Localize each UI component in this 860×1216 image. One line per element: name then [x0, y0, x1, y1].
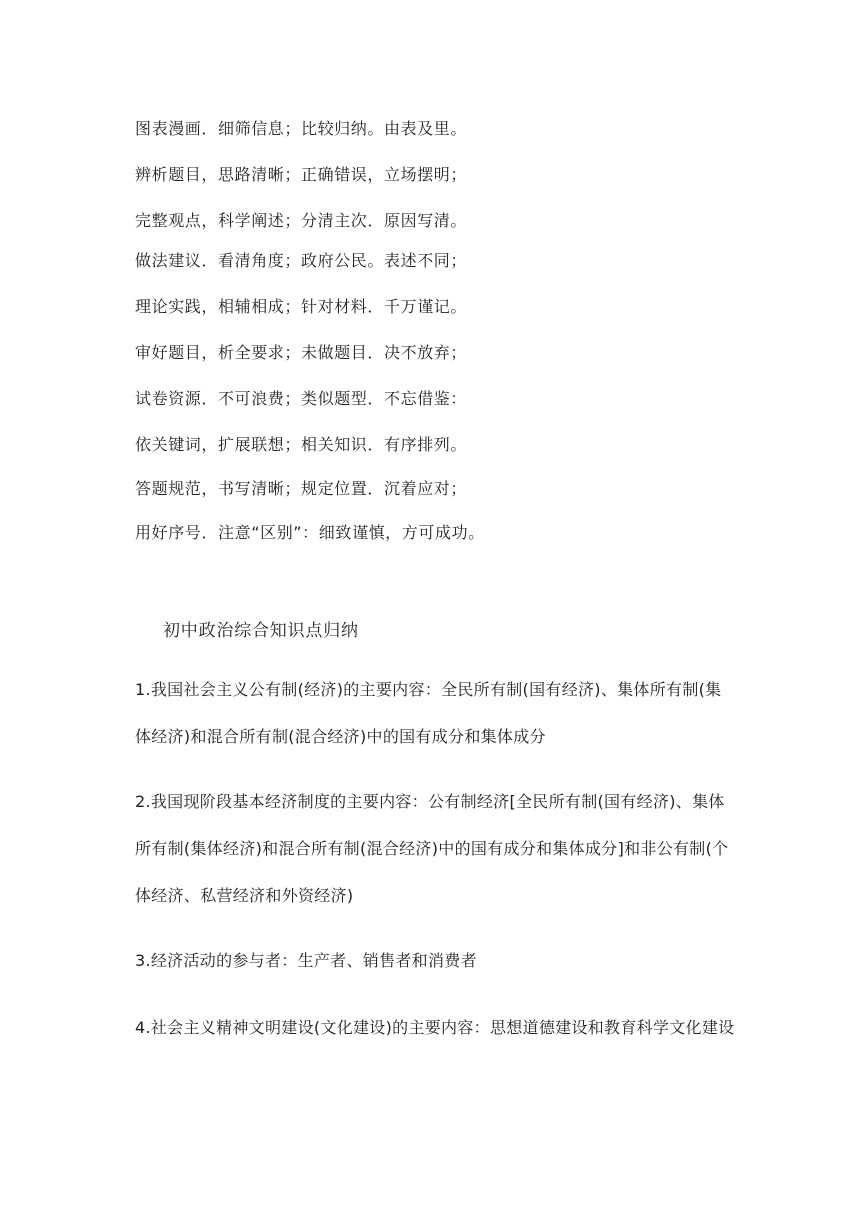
knowledge-item-2: 2.我国现阶段基本经济制度的主要内容：公有制经济[全民所有制(国有经济)、集体所有制(集体经济)和混合所有制(混合经济)中的国有成分和集体成分]和非公有制(个体经济、私营经济和外资经济): [135, 792, 729, 905]
verse-line-1: 图表漫画．细筛信息；比较归纳。由表及里。: [135, 119, 468, 138]
verse-line-3: 完整观点，科学阐述；分清主次．原因写清。: [135, 211, 468, 230]
verse-line-8: 依关键词，扩展联想；相关知识．有序排列。: [135, 435, 468, 454]
knowledge-item-3: 3.经济活动的参与者：生产者、销售者和消费者: [135, 951, 477, 970]
verse-line-10: 用好序号．注意“区别”：细致谨慎，方可成功。: [135, 523, 485, 542]
section-title: 初中政治综合知识点归纳: [163, 621, 359, 641]
verse-line-4: 做法建议．看清角度；政府公民。表述不同；: [135, 251, 468, 270]
knowledge-item-4: 4.社会主义精神文明建设(文化建设)的主要内容：思想道德建设和教育科学文化建设: [135, 1018, 735, 1037]
verse-line-5: 理论实践，相辅相成；针对材料．千万谨记。: [135, 297, 468, 316]
verse-line-2: 辨析题目，思路清晰；正确错误，立场摆明；: [135, 165, 468, 184]
knowledge-item-1: 1.我国社会主义公有制(经济)的主要内容：全民所有制(国有经济)、集体所有制(集体经济)和混合所有制(混合经济)中的国有成分和集体成分: [135, 680, 722, 746]
verse-line-6: 审好题目，析全要求；未做题目．决不放弃；: [135, 343, 468, 362]
verse-line-9: 答题规范，书写清晰；规定位置．沉着应对；: [135, 479, 468, 498]
verse-line-7: 试卷资源．不可浪费；类似题型．不忘借鉴：: [135, 389, 468, 408]
